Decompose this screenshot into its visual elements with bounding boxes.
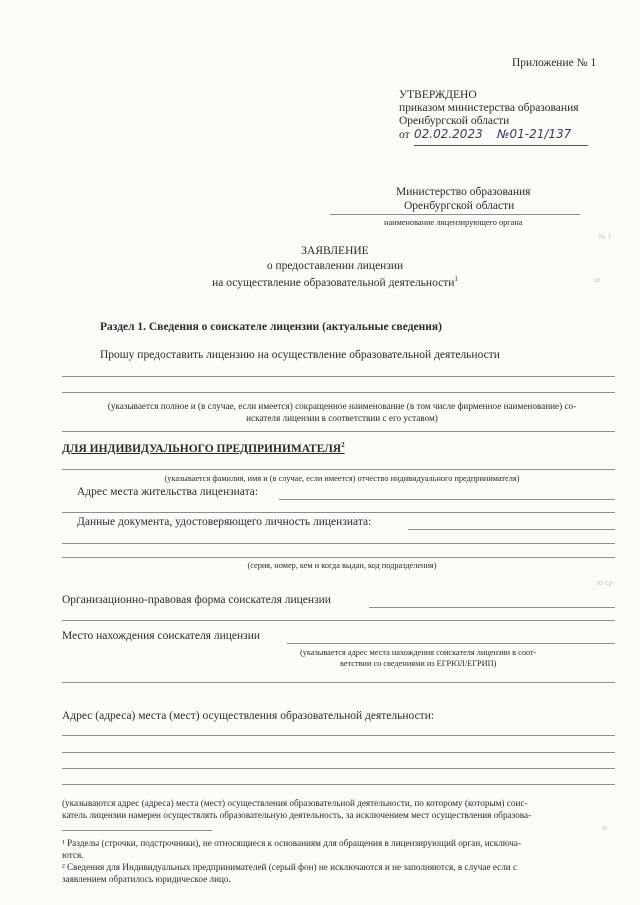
legal-form-line-2[interactable] [62, 620, 615, 621]
footnote-separator [62, 830, 212, 831]
request-text: Прошу предоставить лицензию на осуществление образовательной деятельности [100, 349, 500, 361]
separator-line [62, 431, 615, 432]
location-line-2[interactable] [62, 682, 615, 683]
footnote-ref-1: 1 [454, 275, 458, 283]
id-document-label: Данные документа, удостоверяющего личность лицензиата: [77, 516, 372, 528]
activity-caption-line-1: (указываются адрес (адреса) места (мест) осуществления образовательной деятельности, по которому (которым) соис- [62, 798, 528, 808]
activity-caption-line-2: катель лицензии намерен осуществлять образовательную деятельность, за исключением мест осуществления образова- [62, 810, 532, 820]
name-caption-line-2: искателя лицензии в соответствии с его уставом) [246, 413, 438, 423]
residence-address-label: Адрес места жительства лицензиата: [77, 486, 259, 498]
legal-form-label: Организационно-правовая форма соискателя лицензии [62, 594, 331, 606]
location-caption-line-2: ветствии со сведениями из ЕГРЮЛ/ЕГРИП) [340, 659, 497, 668]
activity-address-line-1[interactable] [62, 735, 615, 736]
applicant-name-line-2 [62, 392, 615, 393]
entrepreneur-heading [62, 441, 345, 455]
order-number-handwritten: №01-21/137 [497, 127, 572, 141]
authority-underline [330, 214, 580, 215]
name-caption-line-1: (указывается полное и (в случае, если имеется) сокращенное наименование (в том числе фирменное наименование) со- [107, 401, 577, 411]
document-subtitle-2 [0, 275, 640, 289]
location-caption-line-1: (указывается адрес места нахождения соискателя лицензии в соот- [300, 648, 537, 657]
footnote-1-line-1: ¹ Разделы (строчки, подстрочники), не относящиеся к основаниям для обращения в лицензирующий орган, исключа- [62, 838, 522, 848]
footnote-2-line-1: ² Сведения для Индивидуальных предпринимателей (серый фон) не исключаются и не заполняются, в случае если с [62, 862, 518, 872]
entrepreneur-fio-line [62, 469, 615, 470]
order-date-prefix: от [399, 129, 410, 141]
order-date-underline [414, 145, 588, 146]
location-field[interactable] [287, 643, 615, 644]
activity-address-label: Адрес (адреса) места (мест) осуществления образовательной деятельности: [62, 710, 435, 722]
activity-address-line-4[interactable] [62, 784, 615, 785]
document-subtitle-1: о предоставлении лицензии [266, 260, 404, 272]
location-label: Место нахождения соискателя лицензии [62, 630, 260, 642]
order-line-1: приказом министерства образования [399, 102, 579, 114]
residence-address-line-2[interactable] [62, 512, 615, 513]
id-document-caption: (серия, номер, кем и когда выдан, код подразделения) [247, 561, 437, 570]
authority-line-2: Оренбургской области [404, 200, 515, 212]
footnote-1-line-2: ются. [62, 850, 84, 860]
order-date-handwritten: 02.02.2023 [414, 127, 483, 141]
appendix-label: Приложение № 1 [512, 57, 597, 69]
section1-heading: Раздел 1. Сведения о соискателе лицензии (актуальные сведения) [100, 321, 442, 333]
order-line-2: Оренбургской области [399, 115, 510, 127]
applicant-name-line-1 [62, 376, 615, 377]
authority-line-1: Министерство образования [396, 186, 531, 198]
fio-caption: (указывается фамилия, имя и (в случае, если имеется) отчество индивидуального предпринимателя) [164, 474, 520, 483]
entrepreneur-heading-text: ДЛЯ ИНДИВИДУАЛЬНОГО ПРЕДПРИНИМАТЕЛЯ [62, 442, 342, 455]
footnote-2-line-2: заявлением обратилось юридическое лицо. [62, 874, 231, 884]
margin-mark-1: № 1 [598, 232, 612, 241]
id-document-field[interactable] [408, 529, 615, 530]
footnote-ref-2: 2 [341, 441, 345, 449]
activity-address-line-2[interactable] [62, 752, 615, 753]
document-title: ЗАЯВЛЕНИЕ [301, 245, 369, 257]
residence-address-field[interactable] [279, 499, 615, 500]
legal-form-field[interactable] [369, 607, 615, 608]
id-document-line-3[interactable] [62, 557, 615, 558]
margin-mark-2: ш [594, 275, 601, 284]
document-subtitle-2-text: на осуществление образовательной деятельности [212, 276, 455, 289]
id-document-line-2[interactable] [62, 543, 615, 544]
margin-mark-4: а- [602, 823, 609, 832]
margin-mark-3: ю ср- [597, 578, 616, 587]
approved-label: УТВЕРЖДЕНО [399, 89, 477, 101]
authority-caption: наименование лицензирующего органа [384, 218, 523, 227]
activity-address-line-3[interactable] [62, 768, 615, 769]
